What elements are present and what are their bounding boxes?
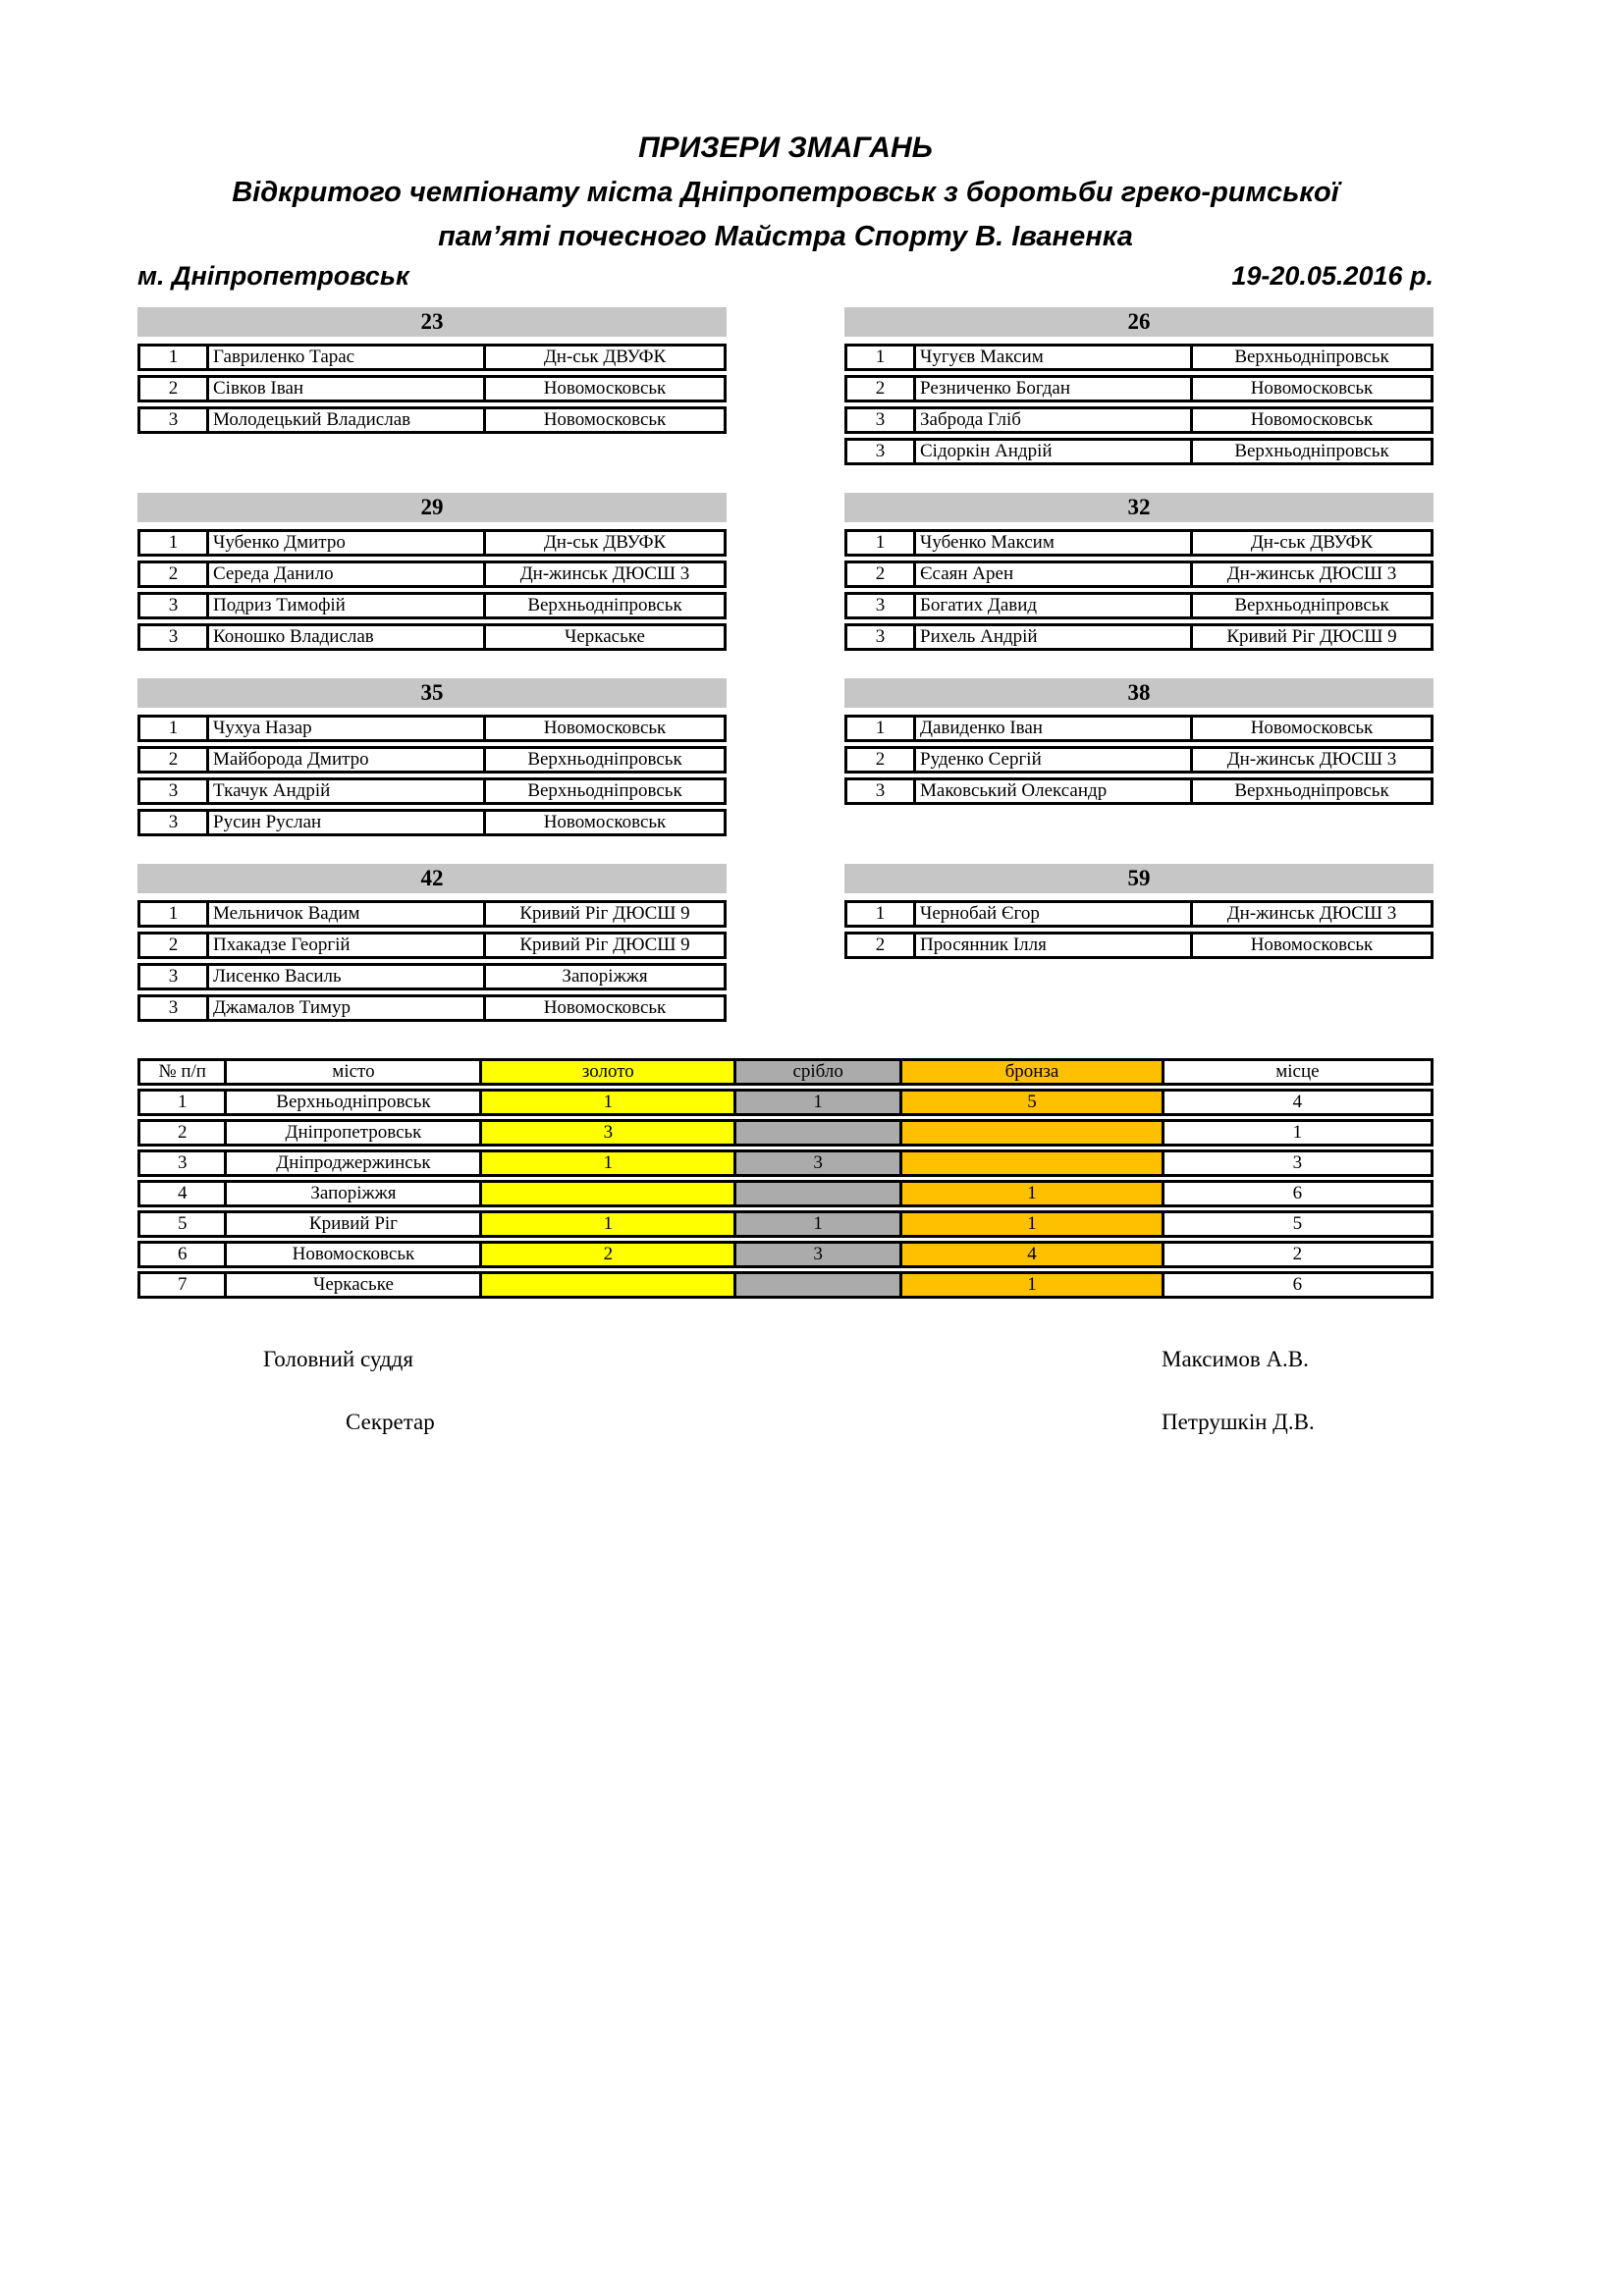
athlete-name-cell: Середа Данило xyxy=(206,561,483,588)
city-cell: Новомосковськ xyxy=(224,1241,479,1268)
athlete-name-cell: Просянник Ілля xyxy=(913,932,1190,959)
meta-row xyxy=(137,261,1434,292)
bronze-count-cell: 5 xyxy=(899,1089,1162,1116)
city-cell: Дніпроджержинськ xyxy=(224,1149,479,1177)
city-label: м. Дніпропетровськ xyxy=(137,261,409,291)
winner-row xyxy=(137,777,727,805)
winners-table-38 xyxy=(844,711,1434,809)
bronze-count-cell xyxy=(899,1149,1162,1177)
club-cell: Верхньодніпровськ xyxy=(1190,438,1434,465)
winner-row xyxy=(844,623,1434,651)
club-cell: Новомосковськ xyxy=(483,809,727,836)
athlete-name-cell: Чубенко Дмитро xyxy=(206,529,483,557)
weight-table-29 xyxy=(137,493,727,655)
row-number-cell: 6 xyxy=(137,1241,224,1268)
weight-class-header-32: 32 xyxy=(844,493,1434,522)
chief-judge-row xyxy=(137,1347,1434,1376)
medal-summary-table xyxy=(137,1055,1434,1302)
club-cell: Запоріжжя xyxy=(483,963,727,990)
row-number-cell: 1 xyxy=(137,1089,224,1116)
winner-row xyxy=(844,406,1434,434)
winners-table-23 xyxy=(137,340,727,438)
weight-class-header-38: 38 xyxy=(844,678,1434,708)
col-header-place: місце xyxy=(1162,1058,1434,1086)
row-number-cell: 7 xyxy=(137,1271,224,1299)
summary-row xyxy=(137,1149,1434,1177)
winner-row xyxy=(137,344,727,371)
place-cell: 2 xyxy=(137,561,206,588)
row-number-cell: 2 xyxy=(137,1119,224,1147)
place-cell: 6 xyxy=(1162,1271,1434,1299)
winner-row xyxy=(137,715,727,742)
place-cell: 3 xyxy=(137,963,206,990)
club-cell: Новомосковськ xyxy=(483,406,727,434)
bronze-count-cell xyxy=(899,1119,1162,1147)
winner-row xyxy=(137,561,727,588)
winner-row xyxy=(137,963,727,990)
col-header-city: місто xyxy=(224,1058,479,1086)
secretary-name: Петрушкін Д.В. xyxy=(1162,1410,1315,1434)
gold-count-cell xyxy=(479,1180,733,1207)
place-cell: 1 xyxy=(1162,1119,1434,1147)
silver-count-cell: 1 xyxy=(733,1210,899,1238)
weight-table-42 xyxy=(137,864,727,1026)
winner-row xyxy=(844,592,1434,619)
club-cell: Дн-жинськ ДЮСШ 3 xyxy=(1190,746,1434,774)
summary-row xyxy=(137,1089,1434,1116)
winner-row xyxy=(844,529,1434,557)
club-cell: Кривий Ріг ДЮСШ 9 xyxy=(483,900,727,928)
club-cell: Верхньодніпровськ xyxy=(1190,592,1434,619)
place-cell: 3 xyxy=(137,406,206,434)
weight-table-23 xyxy=(137,307,727,438)
place-cell: 3 xyxy=(844,623,913,651)
row-number-cell: 5 xyxy=(137,1210,224,1238)
athlete-name-cell: Чугуєв Максим xyxy=(913,344,1190,371)
gold-count-cell: 2 xyxy=(479,1241,733,1268)
winner-row xyxy=(844,900,1434,928)
gold-count-cell xyxy=(479,1271,733,1299)
winner-row xyxy=(137,623,727,651)
place-cell: 2 xyxy=(844,561,913,588)
document-title: ПРИЗЕРИ ЗМАГАНЬ xyxy=(638,132,933,164)
col-header-silver: срібло xyxy=(733,1058,899,1086)
chief-judge-label: Головний суддя xyxy=(263,1347,413,1371)
weight-table-26 xyxy=(844,307,1434,469)
col-header-gold: золото xyxy=(479,1058,733,1086)
winner-row xyxy=(844,344,1434,371)
place-cell: 3 xyxy=(844,438,913,465)
winner-row xyxy=(137,406,727,434)
place-cell: 1 xyxy=(844,715,913,742)
gold-count-cell: 1 xyxy=(479,1149,733,1177)
place-cell: 1 xyxy=(137,900,206,928)
winner-row xyxy=(844,375,1434,402)
place-cell: 2 xyxy=(1162,1241,1434,1268)
athlete-name-cell: Резниченко Богдан xyxy=(913,375,1190,402)
athlete-name-cell: Коношко Владислав xyxy=(206,623,483,651)
club-cell: Дн-жинськ ДЮСШ 3 xyxy=(1190,561,1434,588)
athlete-name-cell: Заброда Гліб xyxy=(913,406,1190,434)
club-cell: Новомосковськ xyxy=(483,994,727,1022)
winners-table-42 xyxy=(137,896,727,1026)
chief-judge-name: Максимов А.В. xyxy=(1162,1347,1309,1371)
athlete-name-cell: Майборода Дмитро xyxy=(206,746,483,774)
place-cell: 3 xyxy=(844,592,913,619)
document-subtitle-line2: пам’яті почесного Майстра Спорту В. Іваненка xyxy=(438,221,1133,252)
summary-row xyxy=(137,1271,1434,1299)
summary-row xyxy=(137,1119,1434,1147)
bronze-count-cell: 1 xyxy=(899,1210,1162,1238)
place-cell: 3 xyxy=(137,777,206,805)
athlete-name-cell: Давиденко Іван xyxy=(913,715,1190,742)
place-cell: 3 xyxy=(137,994,206,1022)
athlete-name-cell: Богатих Давид xyxy=(913,592,1190,619)
athlete-name-cell: Лисенко Василь xyxy=(206,963,483,990)
weight-class-header-35: 35 xyxy=(137,678,727,708)
club-cell: Новомосковськ xyxy=(483,375,727,402)
weight-tables-grid xyxy=(137,307,1434,1026)
athlete-name-cell: Єсаян Арен xyxy=(913,561,1190,588)
athlete-name-cell: Рихель Андрій xyxy=(913,623,1190,651)
club-cell: Дн-ськ ДВУФК xyxy=(1190,529,1434,557)
row-number-cell: 3 xyxy=(137,1149,224,1177)
place-cell: 5 xyxy=(1162,1210,1434,1238)
club-cell: Дн-ськ ДВУФК xyxy=(483,529,727,557)
gold-count-cell: 1 xyxy=(479,1210,733,1238)
club-cell: Черкаське xyxy=(483,623,727,651)
place-cell: 2 xyxy=(844,375,913,402)
athlete-name-cell: Гавриленко Тарас xyxy=(206,344,483,371)
athlete-name-cell: Чернобай Єгор xyxy=(913,900,1190,928)
silver-count-cell xyxy=(733,1180,899,1207)
athlete-name-cell: Чухуа Назар xyxy=(206,715,483,742)
place-cell: 3 xyxy=(137,592,206,619)
winner-row xyxy=(844,746,1434,774)
winner-row xyxy=(844,777,1434,805)
place-cell: 3 xyxy=(137,623,206,651)
place-cell: 2 xyxy=(844,746,913,774)
place-cell: 1 xyxy=(137,344,206,371)
club-cell: Верхньодніпровськ xyxy=(483,746,727,774)
place-cell: 4 xyxy=(1162,1089,1434,1116)
winner-row xyxy=(844,438,1434,465)
secretary-label: Секретар xyxy=(346,1410,435,1434)
athlete-name-cell: Молодецький Владислав xyxy=(206,406,483,434)
club-cell: Верхньодніпровськ xyxy=(483,777,727,805)
athlete-name-cell: Мельничок Вадим xyxy=(206,900,483,928)
summary-row xyxy=(137,1180,1434,1207)
winner-row xyxy=(137,900,727,928)
place-cell: 3 xyxy=(1162,1149,1434,1177)
club-cell: Новомосковськ xyxy=(1190,406,1434,434)
gold-count-cell: 3 xyxy=(479,1119,733,1147)
silver-count-cell: 1 xyxy=(733,1089,899,1116)
club-cell: Новомосковськ xyxy=(483,715,727,742)
place-cell: 3 xyxy=(137,809,206,836)
winner-row xyxy=(137,592,727,619)
weight-class-header-23: 23 xyxy=(137,307,727,337)
club-cell: Новомосковськ xyxy=(1190,715,1434,742)
document-subtitle-line1: Відкритого чемпіонату міста Дніпропетровськ з боротьби греко-римської xyxy=(232,177,1339,208)
club-cell: Кривий Ріг ДЮСШ 9 xyxy=(483,932,727,959)
summary-header-row xyxy=(137,1058,1434,1086)
athlete-name-cell: Ткачук Андрій xyxy=(206,777,483,805)
athlete-name-cell: Чубенко Максим xyxy=(913,529,1190,557)
place-cell: 3 xyxy=(844,777,913,805)
club-cell: Новомосковськ xyxy=(1190,932,1434,959)
winner-row xyxy=(137,375,727,402)
city-cell: Дніпропетровськ xyxy=(224,1119,479,1147)
winner-row xyxy=(137,809,727,836)
winner-row xyxy=(137,994,727,1022)
athlete-name-cell: Сівков Іван xyxy=(206,375,483,402)
weight-table-32 xyxy=(844,493,1434,655)
club-cell: Дн-жинськ ДЮСШ 3 xyxy=(483,561,727,588)
club-cell: Верхньодніпровськ xyxy=(483,592,727,619)
bronze-count-cell: 1 xyxy=(899,1271,1162,1299)
place-cell: 2 xyxy=(137,375,206,402)
winners-table-32 xyxy=(844,525,1434,655)
place-cell: 1 xyxy=(844,344,913,371)
weight-table-38 xyxy=(844,678,1434,809)
place-cell: 2 xyxy=(137,932,206,959)
winner-row xyxy=(137,932,727,959)
silver-count-cell xyxy=(733,1271,899,1299)
winner-row xyxy=(137,746,727,774)
place-cell: 3 xyxy=(844,406,913,434)
place-cell: 2 xyxy=(137,746,206,774)
city-cell: Кривий Ріг xyxy=(224,1210,479,1238)
silver-count-cell: 3 xyxy=(733,1241,899,1268)
place-cell: 1 xyxy=(137,715,206,742)
col-header-number: № п/п xyxy=(137,1058,224,1086)
winner-row xyxy=(844,715,1434,742)
winners-table-29 xyxy=(137,525,727,655)
city-cell: Черкаське xyxy=(224,1271,479,1299)
date-label: 19-20.05.2016 р. xyxy=(1231,261,1434,291)
club-cell: Верхньодніпровськ xyxy=(1190,777,1434,805)
summary-row xyxy=(137,1241,1434,1268)
row-number-cell: 4 xyxy=(137,1180,224,1207)
silver-count-cell xyxy=(733,1119,899,1147)
weight-class-header-26: 26 xyxy=(844,307,1434,337)
weight-table-35 xyxy=(137,678,727,840)
winner-row xyxy=(137,529,727,557)
silver-count-cell: 3 xyxy=(733,1149,899,1177)
club-cell: Дн-ськ ДВУФК xyxy=(483,344,727,371)
place-cell: 1 xyxy=(844,900,913,928)
winner-row xyxy=(844,561,1434,588)
place-cell: 2 xyxy=(844,932,913,959)
place-cell: 6 xyxy=(1162,1180,1434,1207)
signatures-block xyxy=(137,1347,1434,1439)
city-cell: Запоріжжя xyxy=(224,1180,479,1207)
athlete-name-cell: Подриз Тимофій xyxy=(206,592,483,619)
place-cell: 1 xyxy=(844,529,913,557)
athlete-name-cell: Маковський Олександр xyxy=(913,777,1190,805)
athlete-name-cell: Пхакадзе Георгій xyxy=(206,932,483,959)
weight-table-59 xyxy=(844,864,1434,963)
winners-table-35 xyxy=(137,711,727,840)
athlete-name-cell: Джамалов Тимур xyxy=(206,994,483,1022)
winners-table-59 xyxy=(844,896,1434,963)
bronze-count-cell: 4 xyxy=(899,1241,1162,1268)
summary-row xyxy=(137,1210,1434,1238)
club-cell: Верхньодніпровськ xyxy=(1190,344,1434,371)
bronze-count-cell: 1 xyxy=(899,1180,1162,1207)
club-cell: Кривий Ріг ДЮСШ 9 xyxy=(1190,623,1434,651)
city-cell: Верхньодніпровськ xyxy=(224,1089,479,1116)
weight-class-header-42: 42 xyxy=(137,864,727,893)
athlete-name-cell: Сідоркін Андрій xyxy=(913,438,1190,465)
weight-class-header-59: 59 xyxy=(844,864,1434,893)
winners-table-26 xyxy=(844,340,1434,469)
weight-class-header-29: 29 xyxy=(137,493,727,522)
club-cell: Дн-жинськ ДЮСШ 3 xyxy=(1190,900,1434,928)
place-cell: 1 xyxy=(137,529,206,557)
club-cell: Новомосковськ xyxy=(1190,375,1434,402)
athlete-name-cell: Руденко Сергій xyxy=(913,746,1190,774)
athlete-name-cell: Русин Руслан xyxy=(206,809,483,836)
col-header-bronze: бронза xyxy=(899,1058,1162,1086)
winner-row xyxy=(844,932,1434,959)
gold-count-cell: 1 xyxy=(479,1089,733,1116)
secretary-row xyxy=(137,1410,1434,1439)
